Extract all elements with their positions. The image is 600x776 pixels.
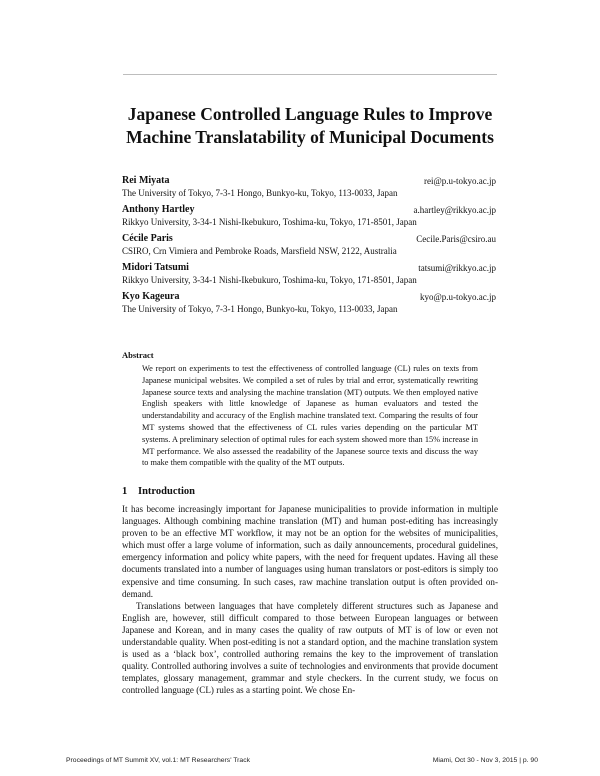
section-heading <box>122 486 195 497</box>
author-name: Kyo Kageura <box>122 291 180 302</box>
author-name: Rei Miyata <box>122 175 170 186</box>
footer-date-page: Miami, Oct 30 - Nov 3, 2015 | p. 90 <box>432 757 538 764</box>
section-number: 1 <box>122 486 128 497</box>
page-footer <box>66 757 538 764</box>
author-affiliation: Rikkyo University, 3-34-1 Nishi-Ikebukuro, Toshima-ku, Tokyo, 171-8501, Japan <box>122 275 417 285</box>
author-email: rei@p.u-tokyo.ac.jp <box>423 176 496 186</box>
paragraph: Translations between languages that have completely different structures such as Japanese and English are, however, still difficult compared to those between European languages or between Japanese and Korean, and in many cases the quality of raw outputs of MT is of low or even not understandable quality. When post-editing is not a standard option, and the machine translation system is used as a ‘black box’, controlled authoring remains the key to the improvement of translation quality. Controlled authoring involves a suite of technologies and environments that provide document templates, glossary management, grammar and style checkers. In the current study, we focus on controlled language (CL) rules as a starting point. We chose En- <box>122 600 498 696</box>
author-name: Anthony Hartley <box>122 204 195 215</box>
author-name: Midori Tatsumi <box>122 262 189 273</box>
author-email: Cecile.Paris@csiro.au <box>416 234 496 244</box>
author-block <box>122 291 496 320</box>
author-email: a.hartley@rikkyo.ac.jp <box>413 205 496 215</box>
author-block <box>122 262 496 291</box>
section-body <box>122 503 498 697</box>
title-line-1: Japanese Controlled Language Rules to Improve <box>127 104 493 124</box>
section-title: Introduction <box>138 486 195 497</box>
author-block <box>122 233 496 262</box>
author-affiliation: Rikkyo University, 3-34-1 Nishi-Ikebukuro, Toshima-ku, Tokyo, 171-8501, Japan <box>122 217 417 227</box>
paper-title <box>80 103 540 149</box>
author-list <box>122 175 496 320</box>
author-affiliation: The University of Tokyo, 7-3-1 Hongo, Bunkyo-ku, Tokyo, 113-0033, Japan <box>122 188 398 198</box>
footer-proceedings: Proceedings of MT Summit XV, vol.1: MT Researchers' Track <box>66 757 250 764</box>
author-block <box>122 204 496 233</box>
abstract-heading: Abstract <box>122 350 154 360</box>
header-rule <box>123 74 497 75</box>
author-name: Cécile Paris <box>122 233 173 244</box>
abstract-text: We report on experiments to test the effectiveness of controlled language (CL) rules on texts from Japanese municipal websites. We compiled a set of rules by trial and error, systematically rewriting Japanese source texts and analysing the machine translation (MT) outputs. We then employed native English speakers with little knowledge of Japanese as human evaluators and tested the understandability and accuracy of the English machine translated text. Comparing the results of four MT systems showed that the effectiveness of CL rules varies depending on the particular MT systems. A preliminary selection of optimal rules for each system showed more than 15% increase in MT performance. We also assessed the readability of the Japanese source texts and discuss the way to make them compatible with the quality of the MT outputs. <box>142 364 478 468</box>
title-line-2: Machine Translatability of Municipal Documents <box>126 127 494 147</box>
author-affiliation: The University of Tokyo, 7-3-1 Hongo, Bunkyo-ku, Tokyo, 113-0033, Japan <box>122 304 398 314</box>
paragraph: It has become increasingly important for Japanese municipalities to provide information in multiple languages. Although combining machine translation (MT) and human post-editing has increasingly proven to be an effective MT workflow, it may not be an option for the websites of municipalities, which must offer a large volume of information, such as daily announcements, procedural guidelines, emergency information and policy white papers, with the need for frequent updates. Having all these documents translated into a number of languages using human translators or post-editors is simply too expensive and time consuming. In such cases, raw machine translation output is often provided on-demand. <box>122 504 498 599</box>
author-affiliation: CSIRO, Crn Vimiera and Pembroke Roads, Marsfield NSW, 2122, Australia <box>122 246 397 256</box>
author-email: kyo@p.u-tokyo.ac.jp <box>419 292 496 302</box>
author-block <box>122 175 496 204</box>
author-email: tatsumi@rikkyo.ac.jp <box>418 263 496 273</box>
